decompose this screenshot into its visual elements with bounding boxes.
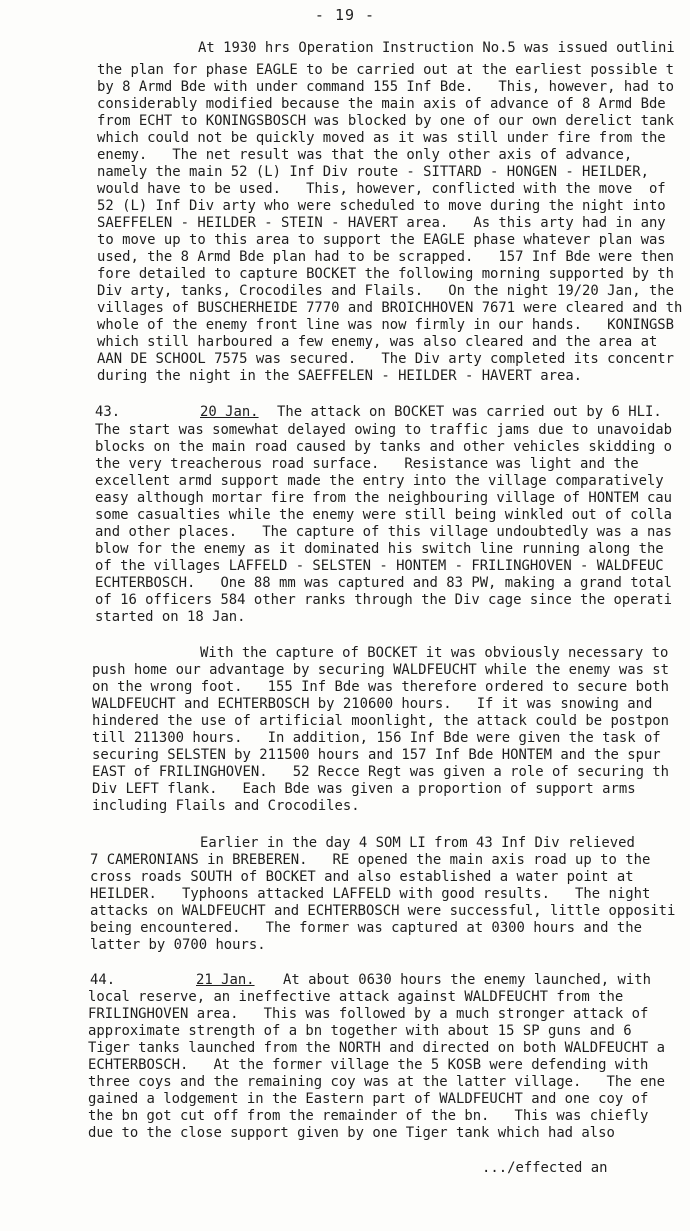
text-line: enemy. The net result was that the only other axis of advance, xyxy=(97,147,633,163)
catchword: .../effected an xyxy=(482,1160,608,1176)
text-line: At about 0630 hours the enemy launched, with xyxy=(283,972,651,988)
paragraph-number: 43. xyxy=(95,404,121,420)
text-line: latter by 0700 hours. xyxy=(90,937,266,953)
text-line: excellent armd support made the entry into the village comparatively xyxy=(95,473,664,489)
text-line: till 211300 hours. In addition, 156 Inf Bde were given the task of xyxy=(92,730,661,746)
text-line: attacks on WALDFEUCHT and ECHTERBOSCH were successful, little oppositi xyxy=(90,903,676,919)
text-line: started on 18 Jan. xyxy=(95,609,246,625)
text-line: fore detailed to capture BOCKET the following morning supported by th xyxy=(97,266,675,282)
text-line: gained a lodgement in the Eastern part of WALDFEUCHT and one coy of xyxy=(88,1091,649,1107)
paragraph-date: 20 Jan. xyxy=(200,404,259,420)
text-line: securing SELSTEN by 211500 hours and 157 Inf Bde HONTEM and the spur xyxy=(92,747,661,763)
text-line: which could not be quickly moved as it was still under fire from the xyxy=(97,130,666,146)
text-line: the bn got cut off from the remainder of the bn. This was chiefly xyxy=(88,1108,649,1124)
text-line: to move up to this area to support the EAGLE phase whatever plan was xyxy=(97,232,666,248)
text-line: some casualties while the enemy were still being winkled out of colla xyxy=(95,507,673,523)
text-line: WALDFEUCHT and ECHTERBOSCH by 210600 hours. If it was snowing and xyxy=(92,696,653,712)
text-line: villages of BUSCHERHEIDE 7770 and BROICHHOVEN 7671 were cleared and th xyxy=(97,300,683,316)
text-line: The attack on BOCKET was carried out by 6 HLI. xyxy=(277,404,662,420)
text-line: considerably modified because the main axis of advance of 8 Armd Bde xyxy=(97,96,666,112)
text-line: cross roads SOUTH of BOCKET and also established a water point at xyxy=(90,869,634,885)
text-line: would have to be used. This, however, conflicted with the move of xyxy=(97,181,666,197)
text-line: SAEFFELEN - HEILDER - STEIN - HAVERT area. As this arty had in any xyxy=(97,215,666,231)
text-line: With the capture of BOCKET it was obviously necessary to xyxy=(200,645,669,661)
text-line: including Flails and Crocodiles. xyxy=(92,798,360,814)
text-line: local reserve, an ineffective attack against WALDFEUCHT from the xyxy=(88,989,624,1005)
text-line: 52 (L) Inf Div arty who were scheduled to move during the night into xyxy=(97,198,666,214)
text-line: the very treacherous road surface. Resistance was light and the xyxy=(95,456,639,472)
text-line: which still harboured a few enemy, was also cleared and the area at xyxy=(97,334,658,350)
text-line: easy although mortar fire from the neighbouring village of HONTEM cau xyxy=(95,490,673,506)
text-line: EAST of FRILINGHOVEN. 52 Recce Regt was given a role of securing th xyxy=(92,764,670,780)
text-line: AAN DE SCHOOL 7575 was secured. The Div arty completed its concentr xyxy=(97,351,675,367)
text-line: Earlier in the day 4 SOM LI from 43 Inf Div relieved xyxy=(200,835,635,851)
text-line: Div arty, tanks, Crocodiles and Flails. On the night 19/20 Jan, the xyxy=(97,283,675,299)
text-line: during the night in the SAEFFELEN - HEILDER - HAVERT area. xyxy=(97,368,583,384)
text-line: from ECHT to KONINGSBOSCH was blocked by one of our own derelict tank xyxy=(97,113,675,129)
text-line: of 16 officers 584 other ranks through the Div cage since the operati xyxy=(95,592,673,608)
text-line: HEILDER. Typhoons attacked LAFFELD with good results. The night xyxy=(90,886,651,902)
text-line: due to the close support given by one Tiger tank which had also xyxy=(88,1125,615,1141)
text-line: whole of the enemy front line was now firmly in our hands. KONINGSB xyxy=(97,317,675,333)
text-line: approximate strength of a bn together with about 15 SP guns and 6 xyxy=(88,1023,632,1039)
text-line: Div LEFT flank. Each Bde was given a proportion of support arms xyxy=(92,781,636,797)
page-number: - 19 - xyxy=(314,6,376,24)
text-line: The start was somewhat delayed owing to traffic jams due to unavoidab xyxy=(95,422,673,438)
paragraph-date: 21 Jan. xyxy=(196,972,255,988)
text-line: namely the main 52 (L) Inf Div route - SITTARD - HONGEN - HEILDER, xyxy=(97,164,649,180)
text-line: FRILINGHOVEN area. This was followed by a much stronger attack of xyxy=(88,1006,649,1022)
text-line: Tiger tanks launched from the NORTH and directed on both WALDFEUCHT a xyxy=(88,1040,666,1056)
text-line: three coys and the remaining coy was at the latter village. The ene xyxy=(88,1074,666,1090)
text-line: of the villages LAFFELD - SELSTEN - HONTEM - FRILINGHOVEN - WALDFEUC xyxy=(95,558,664,574)
paragraph-number: 44. xyxy=(90,972,116,988)
text-line: blocks on the main road caused by tanks and other vehicles skidding o xyxy=(95,439,673,455)
text-line: ECHTERBOSCH. One 88 mm was captured and 83 PW, making a grand total xyxy=(95,575,673,591)
text-line: ECHTERBOSCH. At the former village the 5 KOSB were defending with xyxy=(88,1057,649,1073)
text-line: the plan for phase EAGLE to be carried out at the earliest possible t xyxy=(97,62,675,78)
text-line: used, the 8 Armd Bde plan had to be scrapped. 157 Inf Bde were then xyxy=(97,249,675,265)
text-line: 7 CAMERONIANS in BREBEREN. RE opened the main axis road up to the xyxy=(90,852,651,868)
text-line: on the wrong foot. 155 Inf Bde was therefore ordered to secure both xyxy=(92,679,670,695)
text-line: hindered the use of artificial moonlight, the attack could be postpon xyxy=(92,713,670,729)
text-line: push home our advantage by securing WALDFEUCHT while the enemy was st xyxy=(92,662,670,678)
text-line: blow for the enemy as it dominated his switch line running along the xyxy=(95,541,664,557)
text-line: At 1930 hrs Operation Instruction No.5 was issued outlini xyxy=(198,40,675,56)
text-line: and other places. The capture of this village undoubtedly was a nas xyxy=(95,524,673,540)
text-line: being encountered. The former was captured at 0300 hours and the xyxy=(90,920,642,936)
text-line: by 8 Armd Bde with under command 155 Inf Bde. This, however, had to xyxy=(97,79,675,95)
